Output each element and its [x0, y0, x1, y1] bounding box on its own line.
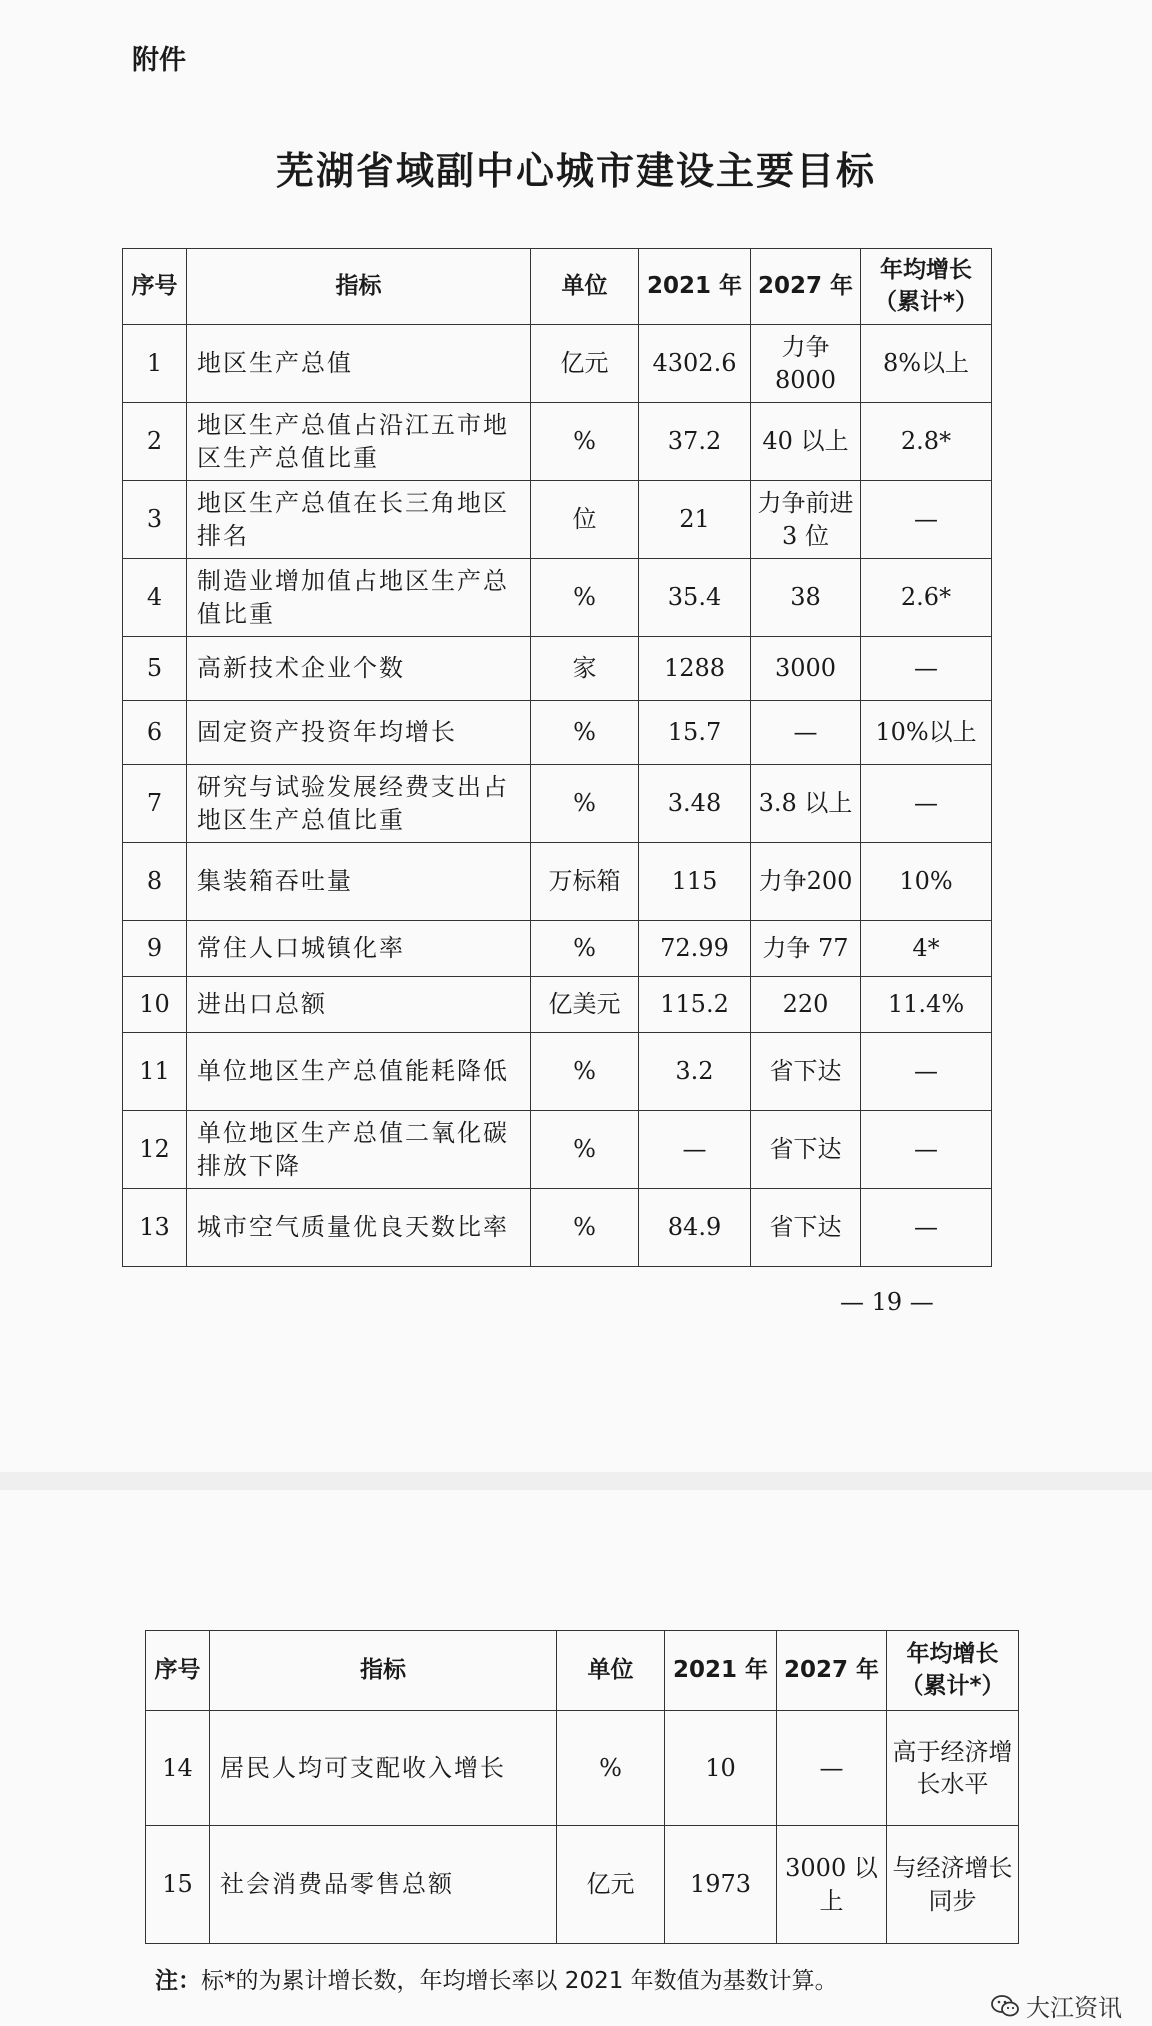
cell-unit: 位: [531, 481, 639, 559]
header-index: 序号: [123, 249, 187, 325]
cell-growth: —: [861, 1189, 992, 1267]
cell-index: 7: [123, 765, 187, 843]
cell-growth: 高于经济增长水平: [887, 1711, 1019, 1826]
table-row: [146, 1826, 1019, 1944]
cell-indicator: 社会消费品零售总额: [210, 1826, 557, 1944]
cell-2027: 3000 以上: [777, 1826, 887, 1944]
cell-index: 1: [123, 325, 187, 403]
header-2021: 2021 年: [639, 249, 751, 325]
targets-table: [122, 248, 992, 1267]
cell-index: 8: [123, 843, 187, 921]
table-row: [123, 843, 992, 921]
cell-growth: 与经济增长同步: [887, 1826, 1019, 1944]
header-2027: 2027 年: [751, 249, 861, 325]
cell-2021: 1288: [639, 637, 751, 701]
cell-unit: %: [531, 559, 639, 637]
header-indicator: 指标: [210, 1631, 557, 1711]
cell-unit: 亿元: [531, 325, 639, 403]
cell-2027: 220: [751, 977, 861, 1033]
page-number: — 19 —: [840, 1288, 934, 1316]
table-row: [123, 1033, 992, 1111]
table-row: [123, 977, 992, 1033]
cell-2027: 3.8 以上: [751, 765, 861, 843]
document-title: 芜湖省域副中心城市建设主要目标: [275, 148, 876, 193]
cell-2027: 3000: [751, 637, 861, 701]
cell-indicator: 单位地区生产总值二氧化碳排放下降: [187, 1111, 531, 1189]
table-row: [146, 1711, 1019, 1826]
cell-2021: 84.9: [639, 1189, 751, 1267]
cell-2021: 3.48: [639, 765, 751, 843]
table-row: [123, 559, 992, 637]
cell-growth: —: [861, 765, 992, 843]
cell-unit: %: [531, 701, 639, 765]
table-row: [123, 637, 992, 701]
note-text: 标*的为累计增长数，年均增长率以 2021 年数值为基数计算。: [201, 1968, 838, 1994]
cell-2027: 38: [751, 559, 861, 637]
cell-growth: 8%以上: [861, 325, 992, 403]
header-2027: 2027 年: [777, 1631, 887, 1711]
cell-index: 12: [123, 1111, 187, 1189]
table-row: [123, 325, 992, 403]
cell-growth: 2.6*: [861, 559, 992, 637]
header-unit: 单位: [531, 249, 639, 325]
cell-2021: 21: [639, 481, 751, 559]
table-row: [123, 1189, 992, 1267]
cell-2027: 力争 77: [751, 921, 861, 977]
table-row: [123, 921, 992, 977]
header-index: 序号: [146, 1631, 210, 1711]
cell-2027: —: [777, 1711, 887, 1826]
cell-unit: 亿美元: [531, 977, 639, 1033]
cell-growth: 10%: [861, 843, 992, 921]
cell-growth: —: [861, 1111, 992, 1189]
cell-unit: %: [531, 1111, 639, 1189]
cell-2021: 115.2: [639, 977, 751, 1033]
cell-2021: —: [639, 1111, 751, 1189]
cell-2027: 力争前进 3 位: [751, 481, 861, 559]
wechat-icon: [990, 1993, 1020, 2019]
cell-index: 13: [123, 1189, 187, 1267]
cell-index: 2: [123, 403, 187, 481]
cell-indicator: 地区生产总值在长三角地区排名: [187, 481, 531, 559]
cell-indicator: 城市空气质量优良天数比率: [187, 1189, 531, 1267]
cell-indicator: 地区生产总值占沿江五市地区生产总值比重: [187, 403, 531, 481]
cell-2027: 力争200: [751, 843, 861, 921]
cell-index: 4: [123, 559, 187, 637]
cell-indicator: 固定资产投资年均增长: [187, 701, 531, 765]
cell-index: 9: [123, 921, 187, 977]
cell-indicator: 单位地区生产总值能耗降低: [187, 1033, 531, 1111]
cell-growth: 2.8*: [861, 403, 992, 481]
cell-2021: 115: [639, 843, 751, 921]
targets-table-continued: [145, 1630, 1019, 1944]
cell-unit: %: [557, 1711, 665, 1826]
cell-unit: 家: [531, 637, 639, 701]
cell-index: 14: [146, 1711, 210, 1826]
cell-growth: —: [861, 637, 992, 701]
header-growth: 年均增长（累计*）: [861, 249, 992, 325]
table-row: [123, 481, 992, 559]
table-header-row: [123, 249, 992, 325]
cell-index: 6: [123, 701, 187, 765]
cell-indicator: 高新技术企业个数: [187, 637, 531, 701]
cell-growth: —: [861, 1033, 992, 1111]
cell-index: 11: [123, 1033, 187, 1111]
cell-2021: 35.4: [639, 559, 751, 637]
cell-2021: 72.99: [639, 921, 751, 977]
cell-growth: 4*: [861, 921, 992, 977]
cell-2027: 40 以上: [751, 403, 861, 481]
header-growth: 年均增长（累计*）: [887, 1631, 1019, 1711]
table-row: [123, 403, 992, 481]
table-row: [123, 765, 992, 843]
table-note: [155, 1962, 838, 1995]
header-indicator: 指标: [187, 249, 531, 325]
cell-growth: 11.4%: [861, 977, 992, 1033]
cell-2021: 4302.6: [639, 325, 751, 403]
cell-2027: 力争8000: [751, 325, 861, 403]
cell-unit: 亿元: [557, 1826, 665, 1944]
cell-2027: 省下达: [751, 1189, 861, 1267]
cell-growth: 10%以上: [861, 701, 992, 765]
table-row: [123, 701, 992, 765]
source-watermark: [990, 1988, 1122, 2023]
cell-indicator: 常住人口城镇化率: [187, 921, 531, 977]
cell-unit: %: [531, 1033, 639, 1111]
cell-index: 5: [123, 637, 187, 701]
cell-unit: %: [531, 765, 639, 843]
cell-indicator: 居民人均可支配收入增长: [210, 1711, 557, 1826]
cell-unit: 万标箱: [531, 843, 639, 921]
cell-2021: 10: [665, 1711, 777, 1826]
cell-indicator: 研究与试验发展经费支出占地区生产总值比重: [187, 765, 531, 843]
cell-index: 10: [123, 977, 187, 1033]
cell-growth: —: [861, 481, 992, 559]
cell-2021: 37.2: [639, 403, 751, 481]
cell-2027: 省下达: [751, 1111, 861, 1189]
document-page-2: [0, 1490, 1152, 2026]
attachment-label: 附件: [132, 45, 186, 76]
header-2021: 2021 年: [665, 1631, 777, 1711]
cell-2021: 15.7: [639, 701, 751, 765]
cell-2021: 3.2: [639, 1033, 751, 1111]
cell-2027: —: [751, 701, 861, 765]
cell-index: 3: [123, 481, 187, 559]
table-header-row: [146, 1631, 1019, 1711]
watermark-text: 大江资讯: [1026, 1994, 1122, 2022]
cell-unit: %: [531, 921, 639, 977]
cell-indicator: 地区生产总值: [187, 325, 531, 403]
cell-unit: %: [531, 403, 639, 481]
table-row: [123, 1111, 992, 1189]
header-unit: 单位: [557, 1631, 665, 1711]
cell-2027: 省下达: [751, 1033, 861, 1111]
note-label: 注：: [155, 1968, 201, 1994]
cell-2021: 1973: [665, 1826, 777, 1944]
cell-unit: %: [531, 1189, 639, 1267]
cell-indicator: 进出口总额: [187, 977, 531, 1033]
cell-indicator: 集装箱吞吐量: [187, 843, 531, 921]
cell-index: 15: [146, 1826, 210, 1944]
cell-indicator: 制造业增加值占地区生产总值比重: [187, 559, 531, 637]
